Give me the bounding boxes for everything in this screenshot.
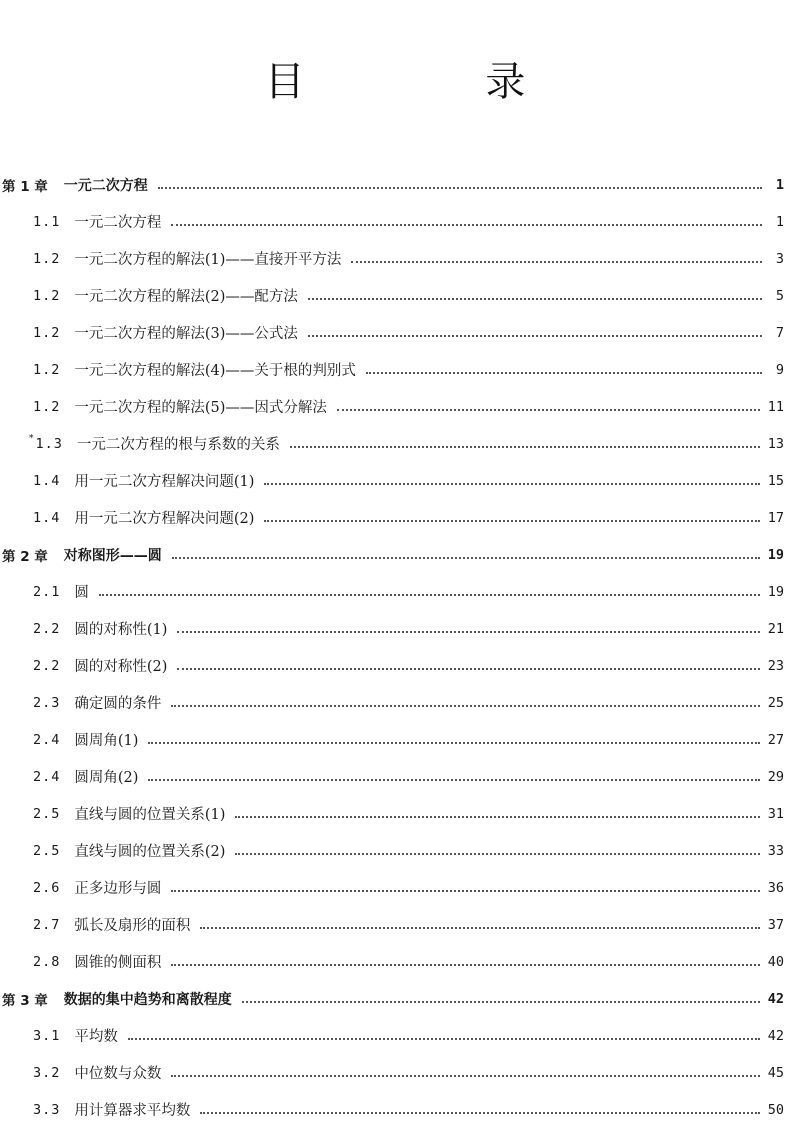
toc-section-row[interactable] [0, 425, 790, 462]
section-number: 2.4 [33, 731, 61, 748]
page-number: 33 [767, 842, 784, 859]
section-title: 弧长及扇形的面积 [74, 918, 191, 934]
page-number: 27 [767, 731, 784, 748]
dot-leader [172, 557, 760, 559]
page-number: 40 [767, 953, 784, 970]
page-number: 21 [767, 620, 784, 637]
section-number: 2.2 [33, 657, 61, 674]
toc-section-row[interactable] [0, 351, 790, 388]
page-number: 31 [767, 805, 784, 822]
page-number: 23 [767, 657, 784, 674]
toc-section-row[interactable] [0, 388, 790, 425]
dot-leader [158, 187, 762, 189]
section-title: 圆周角(2) [74, 770, 139, 786]
dot-leader [366, 372, 762, 374]
toc-chapter-row[interactable] [0, 166, 790, 203]
toc-section-row[interactable] [0, 832, 790, 869]
section-title: 圆周角(1) [74, 733, 139, 749]
section-number: 2.4 [33, 768, 61, 785]
toc-section-row[interactable] [0, 906, 790, 943]
section-number: 2.8 [33, 953, 61, 970]
dot-leader [128, 1038, 760, 1040]
page-number: 19 [767, 546, 784, 563]
page-number: 42 [767, 1027, 784, 1044]
section-title: 一元二次方程的解法(1)——直接开平方法 [74, 252, 342, 268]
dot-leader [200, 1112, 759, 1114]
chapter-number: 第 1 章 [2, 178, 48, 195]
section-number: 1.2 [33, 361, 61, 378]
section-title: 圆 [74, 585, 89, 601]
dot-leader [337, 409, 760, 411]
section-title: 正多边形与圆 [74, 881, 162, 897]
dot-leader [171, 224, 762, 226]
section-number: 2.6 [33, 879, 61, 896]
toc-section-row[interactable] [0, 795, 790, 832]
section-title: 一元二次方程的解法(4)——关于根的判别式 [74, 363, 356, 379]
toc-section-row[interactable] [0, 869, 790, 906]
section-title: 一元二次方程的根与系数的关系 [76, 437, 280, 453]
dot-leader [264, 520, 759, 522]
section-number: 1.2 [33, 398, 61, 415]
dot-leader [171, 964, 759, 966]
section-title: 圆的对称性(2) [74, 659, 168, 675]
table-of-contents [0, 166, 790, 1128]
page-number: 3 [775, 250, 784, 267]
section-number: 2.5 [33, 842, 61, 859]
page-number: 9 [775, 361, 784, 378]
page-number: 42 [767, 990, 784, 1007]
section-number: 2.3 [33, 694, 61, 711]
page-number: 19 [767, 583, 784, 600]
toc-section-row[interactable] [0, 314, 790, 351]
toc-section-row[interactable] [0, 610, 790, 647]
page-number: 45 [767, 1064, 784, 1081]
section-title: 一元二次方程 [74, 215, 162, 231]
chapter-number: 第 3 章 [2, 992, 48, 1009]
section-title: 确定圆的条件 [74, 696, 162, 712]
page-number: 50 [767, 1101, 784, 1118]
toc-chapter-row[interactable] [0, 536, 790, 573]
toc-section-row[interactable] [0, 462, 790, 499]
section-number: 1.2 [33, 324, 61, 341]
dot-leader [99, 594, 760, 596]
dot-leader [148, 742, 759, 744]
dot-leader [177, 668, 759, 670]
dot-leader [242, 1001, 760, 1003]
section-number: 2.2 [33, 620, 61, 637]
dot-leader [171, 890, 759, 892]
section-number: 2.1 [33, 583, 61, 600]
page-number: 1 [775, 176, 784, 193]
page-number: 17 [767, 509, 784, 526]
dot-leader [148, 779, 759, 781]
toc-chapter-row[interactable] [0, 980, 790, 1017]
dot-leader [235, 816, 759, 818]
section-title: 一元二次方程的解法(2)——配方法 [74, 289, 298, 305]
page-number: 1 [775, 213, 784, 230]
dot-leader [290, 446, 760, 448]
section-title: 圆锥的侧面积 [74, 955, 162, 971]
page-number: 13 [767, 435, 784, 452]
dot-leader [171, 705, 759, 707]
toc-section-row[interactable] [0, 499, 790, 536]
chapter-title: 对称图形——圆 [63, 547, 162, 564]
page-number: 5 [775, 287, 784, 304]
optional-marker: * [29, 433, 34, 444]
section-number: 3.2 [33, 1064, 61, 1081]
section-title: 一元二次方程的解法(3)——公式法 [74, 326, 298, 342]
section-title: 一元二次方程的解法(5)——因式分解法 [74, 400, 327, 416]
section-number: 3.1 [33, 1027, 61, 1044]
section-title: 直线与圆的位置关系(1) [74, 807, 226, 823]
dot-leader [177, 631, 759, 633]
toc-section-row[interactable] [0, 277, 790, 314]
section-title: 用计算器求平均数 [74, 1103, 191, 1119]
section-number: 1.2 [33, 287, 61, 304]
dot-leader [235, 853, 759, 855]
section-title: 平均数 [74, 1029, 118, 1045]
toc-section-row[interactable] [0, 1091, 790, 1128]
toc-section-row[interactable] [0, 943, 790, 980]
toc-section-row[interactable] [0, 1054, 790, 1091]
dot-leader [264, 483, 759, 485]
section-number: 2.5 [33, 805, 61, 822]
page-number: 37 [767, 916, 784, 933]
dot-leader [308, 298, 762, 300]
section-number: 1.3 [35, 435, 63, 452]
toc-section-row[interactable] [0, 758, 790, 795]
page-number: 7 [775, 324, 784, 341]
page-number: 15 [767, 472, 784, 489]
section-title: 用一元二次方程解决问题(2) [74, 511, 255, 527]
dot-leader [351, 261, 762, 263]
section-title: 用一元二次方程解决问题(1) [74, 474, 255, 490]
section-number: 1.2 [33, 250, 61, 267]
section-number: 1.4 [33, 472, 61, 489]
toc-section-row[interactable] [0, 647, 790, 684]
section-number: 3.3 [33, 1101, 61, 1118]
toc-section-row[interactable] [0, 684, 790, 721]
toc-section-row[interactable] [0, 721, 790, 758]
section-number: 1.1 [33, 213, 61, 230]
toc-section-row[interactable] [0, 573, 790, 610]
section-title: 中位数与众数 [74, 1066, 162, 1082]
page-number: 36 [767, 879, 784, 896]
dot-leader [200, 927, 759, 929]
toc-section-row[interactable] [0, 203, 790, 240]
toc-section-row[interactable] [0, 240, 790, 277]
section-number: 1.4 [33, 509, 61, 526]
page-number: 11 [767, 398, 784, 415]
chapter-title: 一元二次方程 [63, 177, 148, 194]
page-number: 25 [767, 694, 784, 711]
section-title: 圆的对称性(1) [74, 622, 168, 638]
toc-section-row[interactable] [0, 1017, 790, 1054]
dot-leader [171, 1075, 759, 1077]
section-title: 直线与圆的位置关系(2) [74, 844, 226, 860]
page-title: 目 录 [264, 59, 610, 105]
chapter-title: 数据的集中趋势和离散程度 [63, 991, 232, 1008]
section-number: 2.7 [33, 916, 61, 933]
page-number: 29 [767, 768, 784, 785]
chapter-number: 第 2 章 [2, 548, 48, 565]
dot-leader [308, 335, 762, 337]
